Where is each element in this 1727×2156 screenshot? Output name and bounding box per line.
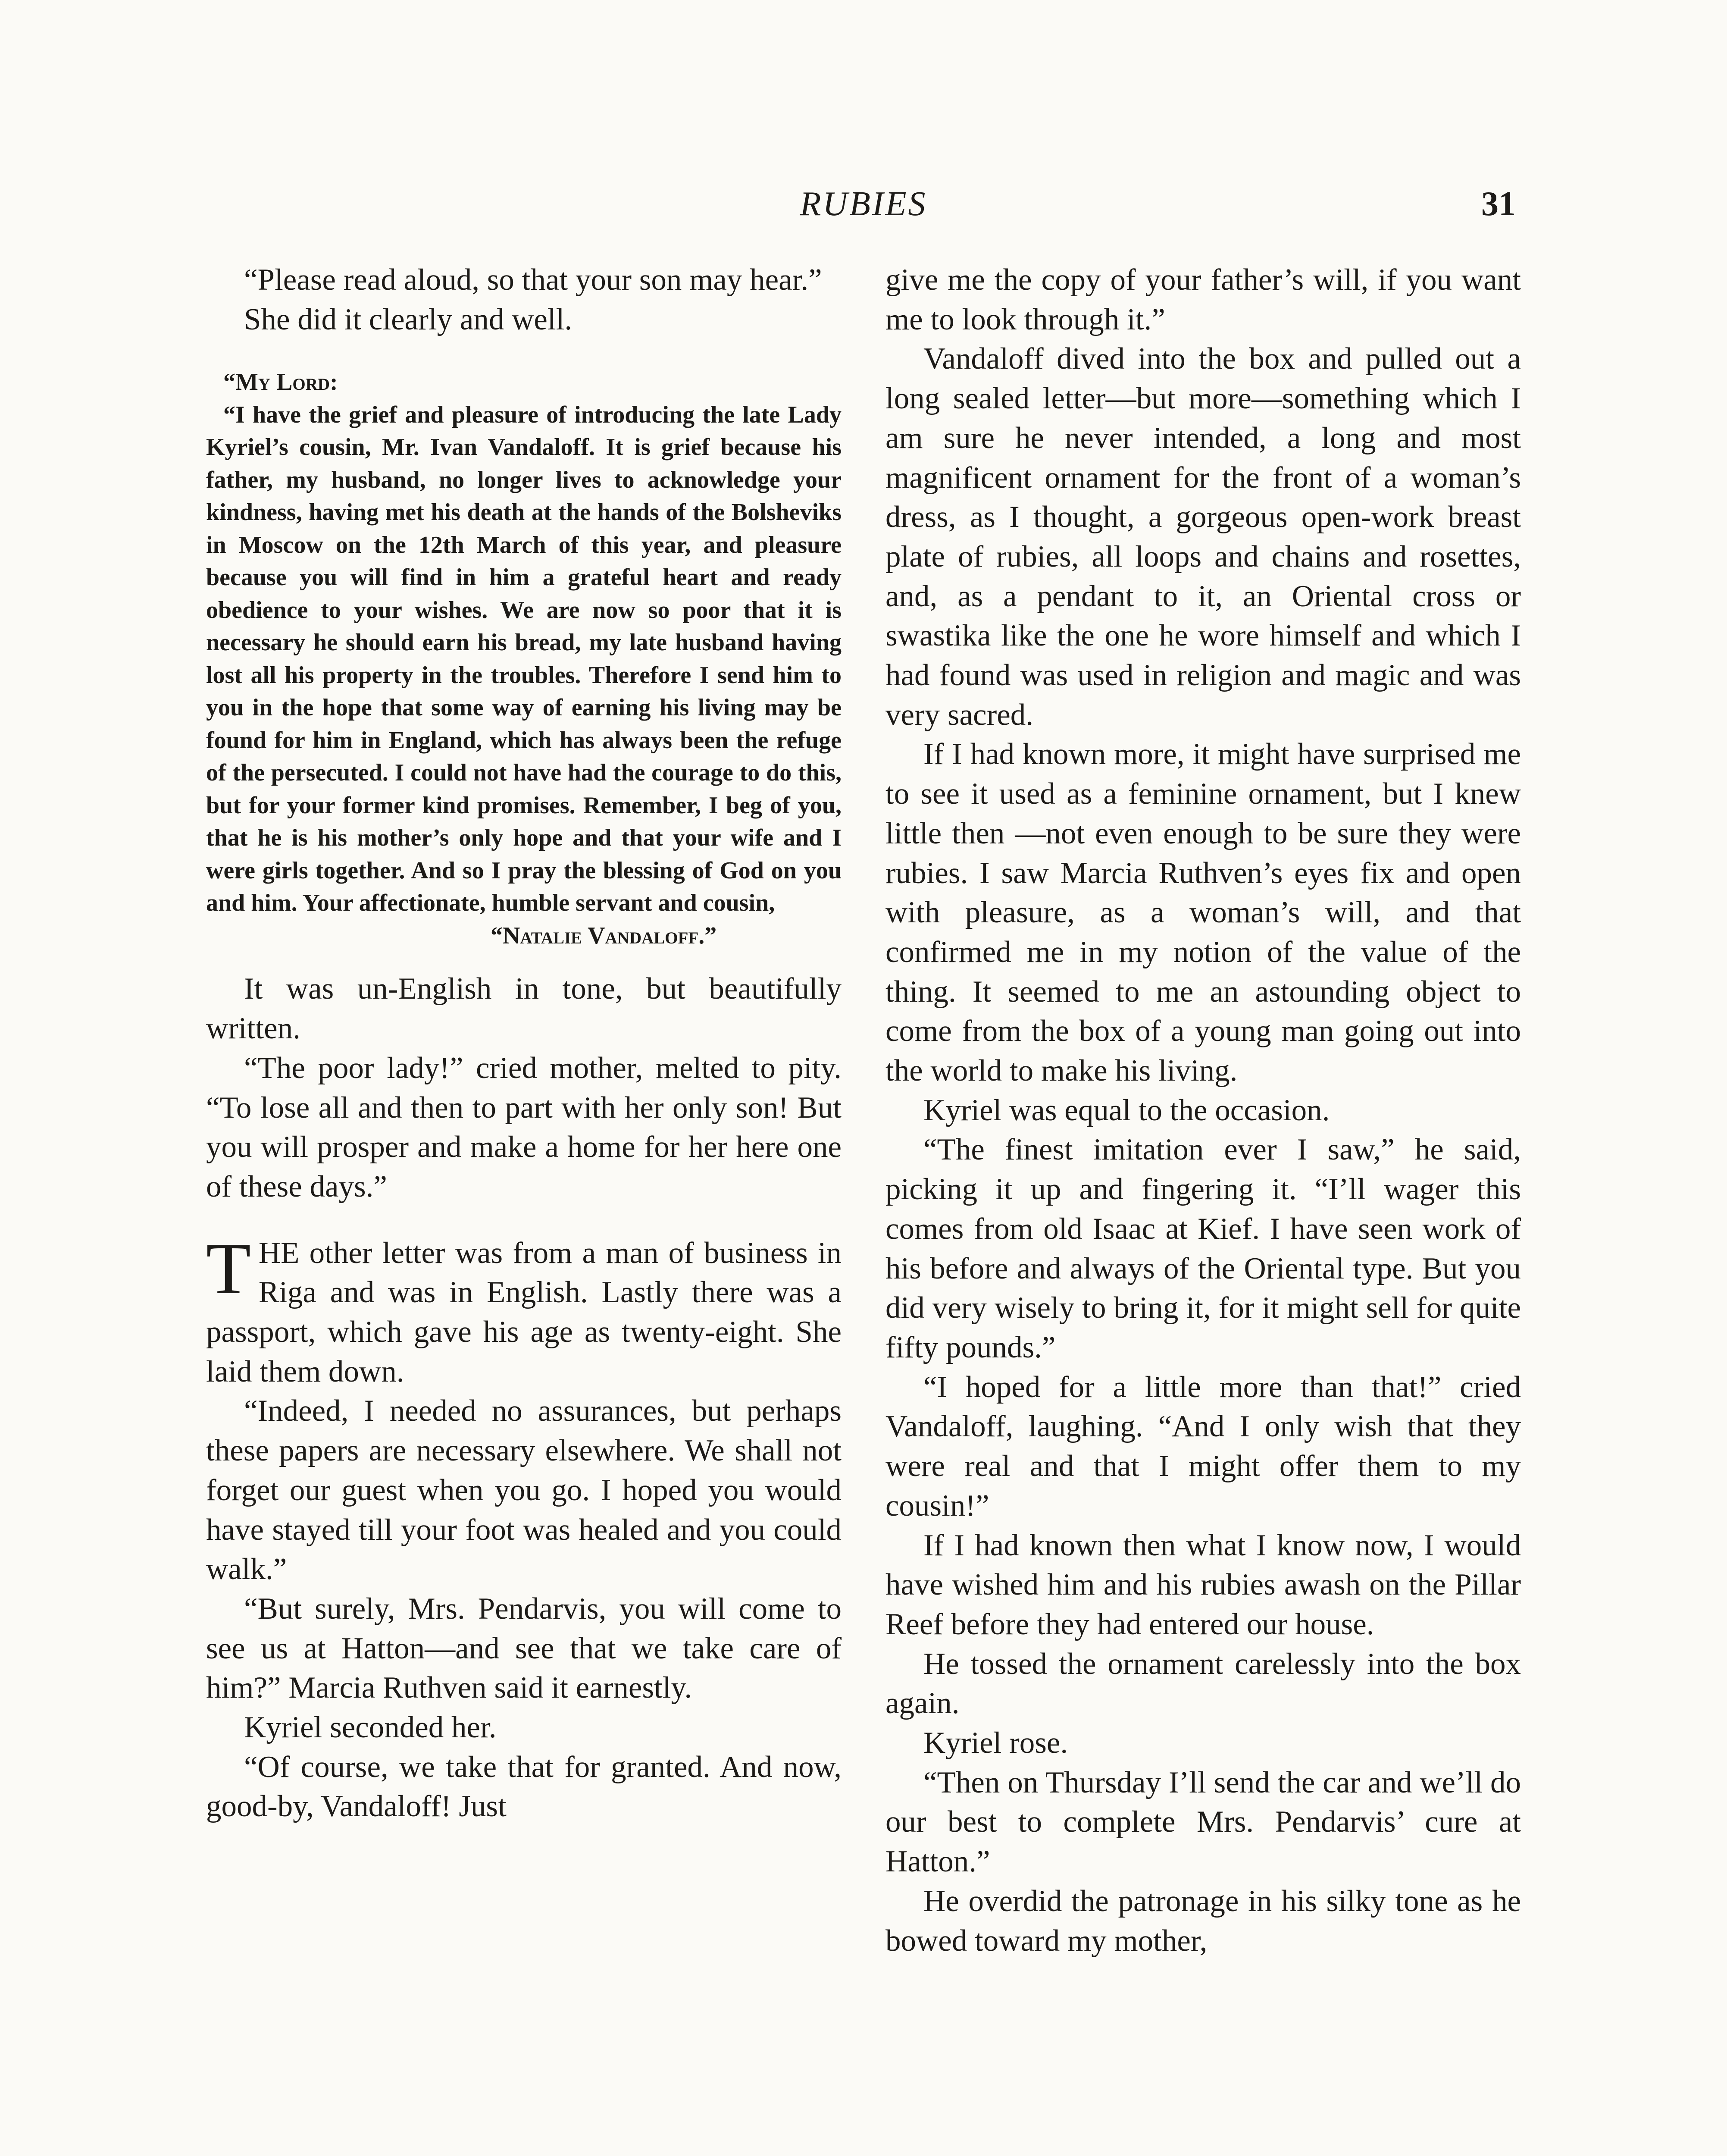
paragraph: If I had known then what I know now, I would have wished him and his rubies awash on the Pillar Reef before they had entered our house. — [885, 1528, 1521, 1641]
paragraph: It was un-English in tone, but beautifully written. — [206, 972, 842, 1046]
paragraph: “The finest imitation ever I saw,” he said, picking it up and fingering it. “I’ll wager this comes from old Isaac at Kief. I have seen work of his before and always of the Oriental type. But you did very wisely to bring it, for it might sell for quite fifty pounds.” — [885, 1133, 1521, 1364]
paragraph: HE other letter was from a man of business in Riga and was in English. Lastly there was a passport, which gave his age as twenty-eight. She laid them down. — [206, 1236, 842, 1388]
paragraph: “I hoped for a little more than that!” cried Vandaloff, laughing. “And I only wish that they were real and that I might offer them to my cousin!” — [885, 1370, 1521, 1523]
drop-cap: T — [206, 1228, 251, 1309]
letter-signature: “Natalie Vandaloff.” — [491, 922, 717, 949]
paragraph: If I had known more, it might have surprised me to see it used as a feminine ornament, but I knew little then —not even enough to be sure they were rubies. I saw Marcia Ruthven’s eyes fix and open with pleasure, as a woman’s will, and that confirmed me in my notion of the value of the thing. It seemed to me an astounding object to come from the box of a young man going out into the world to make his living. — [885, 737, 1521, 1088]
section-opening — [206, 1228, 842, 1392]
paragraph: Kyriel seconded her. — [244, 1711, 497, 1745]
paragraph: “Of course, we take that for granted. And now, good-by, Vandaloff! Just — [206, 1750, 842, 1824]
quoted-letter — [206, 366, 842, 952]
letter-body: “I have the grief and pleasure of introducing the late Lady Kyriel’s cousin, Mr. Ivan Vandaloff. It is grief because his father, my husband, no longer lives to acknowledge your kindness, having met his death at the hands of the Bolsheviks in Moscow on the 12th March of this year, and pleasure because you will find in him a grateful heart and ready obedience to your wishes. We are now so poor that it is necessary he should earn his bread, my late husband having lost all his property in the troubles. Therefore I send him to you in the hope that some way of earning his living may be found for him in England, which has always been the refuge of the persecuted. I could not have had the courage to do this, but for your former kind promises. Remember, I beg of you, that he is his mother’s only hope and that your wife and I were girls together. And so I pray the blessing of God on you and him. Your affectionate, humble servant and cousin, — [206, 401, 842, 917]
paragraph: He overdid the patronage in his silky tone as he bowed toward my mother, — [885, 1884, 1521, 1958]
paragraph: Kyriel was equal to the occasion. — [923, 1093, 1330, 1127]
left-column — [206, 260, 842, 1827]
paragraph: “But surely, Mrs. Pendarvis, you will come to see us at Hatton—and see that we take care of him?” Marcia Ruthven said it earnestly. — [206, 1592, 842, 1705]
paragraph: Kyriel rose. — [923, 1726, 1068, 1760]
paragraph: “Indeed, I needed no assurances, but perhaps these papers are necessary elsewhere. We shall not forget our guest when you go. I hoped you would have stayed till your foot was healed and you could walk.” — [206, 1394, 842, 1586]
letter-salutation: “My Lord: — [223, 369, 338, 396]
paragraph: give me the copy of your father’s will, if you want me to look through it.” — [885, 263, 1521, 336]
paragraph: Vandaloff dived into the box and pulled out a long sealed letter—but more—something which I am sure he never intended, a long and most magnificent ornament for the front of a woman’s dress, as I thought, a gorgeous open-work breast plate of rubies, all loops and chains and rosettes, and, as a pendant to it, an Oriental cross or swastika like the one he wore himself and which I had found was used in religion and magic and was very sacred. — [885, 342, 1521, 732]
paragraph: “Please read aloud, so that your son may hear.” — [244, 263, 822, 297]
page-number: 31 — [1481, 185, 1516, 223]
running-title: RUBIES — [800, 185, 927, 223]
paragraph: He tossed the ornament carelessly into the box again. — [885, 1647, 1521, 1720]
paragraph: “The poor lady!” cried mother, melted to pity. “To lose all and then to part with her only son! But you will prosper and make a home for her here one of these days.” — [206, 1051, 842, 1203]
paragraph: She did it clearly and well. — [244, 302, 573, 336]
right-column — [885, 260, 1521, 1961]
paragraph: “Then on Thursday I’ll send the car and we’ll do our best to complete Mrs. Pendarvis’ cure at Hatton.” — [885, 1765, 1521, 1879]
